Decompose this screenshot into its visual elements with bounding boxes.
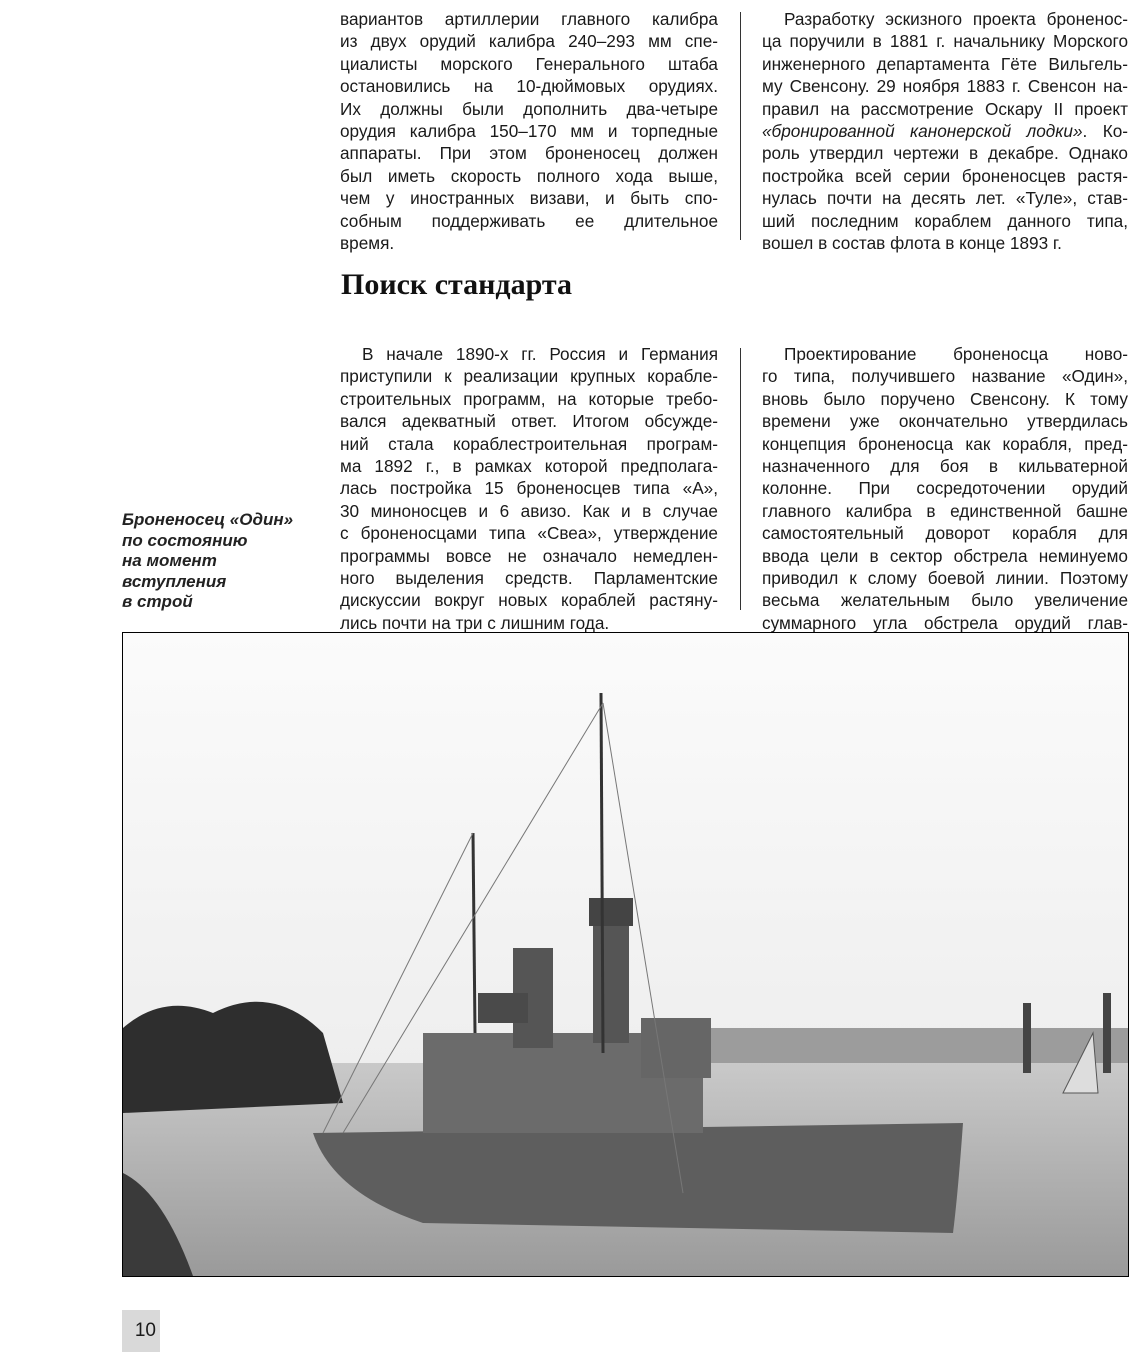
section-title: Поиск стандарта — [341, 268, 572, 301]
text-line: дискуссии вокруг новых кораблей растяну- — [340, 590, 718, 611]
text-line: остановились на 10-дюймовых орудиях. — [340, 76, 718, 97]
text-line: нулась почти на десять лет. «Туле», став- — [762, 188, 1128, 209]
text-line: из двух орудий калибра 240–293 мм спе- — [340, 31, 718, 52]
text-line: орудия калибра 150–170 мм и торпедные — [340, 121, 718, 142]
text-line: строительных программ, на которые требо- — [340, 388, 718, 409]
battleship-photo-image — [123, 633, 1128, 1276]
caption-line: в строй — [122, 592, 193, 611]
column-divider — [740, 12, 741, 240]
text-line: приводил к слому боевой линии. Поэтому — [762, 568, 1128, 589]
text-line: циалисты морского Генерального штаба — [340, 53, 718, 74]
text-line: чем у иностранных визави, и быть спо- — [340, 188, 718, 209]
text-column-top-right — [762, 8, 1128, 254]
text-line: программы вовсе не означало немедлен- — [340, 545, 718, 566]
text-line: время. — [340, 233, 395, 254]
text-line: главного калибра в единственной башне — [762, 500, 1128, 521]
battleship-photo — [122, 632, 1129, 1277]
text-line: вошел в состав флота в конце 1893 г. — [762, 233, 1062, 254]
text-line: весьма желательным было увеличение — [762, 590, 1128, 611]
text-line: ца поручили в 1881 г. начальнику Морского — [762, 31, 1128, 52]
text-line: собным поддерживать ее длительное — [340, 210, 718, 231]
text-line: Разработку эскизного проекта броненос- — [784, 9, 1128, 29]
caption-line: вступления — [122, 571, 227, 591]
text-line: вался адекватный ответ. Итогом обсужде- — [340, 411, 718, 432]
text-line: 30 миноносцев и 6 авизо. Как и в случае — [340, 500, 718, 521]
text-line: ний стала кораблестроительная програм- — [340, 433, 718, 454]
text-line: вновь было поручено Свенсону. К тому — [762, 388, 1128, 409]
text-line: назначенного для боя в кильватерной — [762, 456, 1128, 477]
text-line: ввода цели в сектор обстрела неминуемо — [762, 545, 1128, 566]
text-line: ма 1892 г., в рамках которой предполага- — [340, 456, 718, 477]
text-line: аппараты. При этом броненосец должен — [340, 143, 718, 164]
text-column-top-left — [340, 8, 718, 254]
text-line: го типа, получившего название «Один», — [762, 366, 1128, 387]
caption-line: на момент — [122, 551, 217, 570]
text-line: «бронированной канонерской лодки». Ко- — [762, 121, 1128, 142]
text-line: ного выделения средств. Парламентские — [340, 568, 718, 589]
text-line: самостоятельный доворот корабля для — [762, 523, 1128, 544]
text-line: был иметь скорость полного хода выше, — [340, 165, 718, 186]
text-line: концепция броненосца как корабля, пред- — [762, 433, 1128, 454]
text-line: роль утвердил чертежи в декабре. Однако — [762, 143, 1128, 164]
text-line: В начале 1890-х гг. Россия и Германия — [362, 344, 718, 364]
text-line: вариантов артиллерии главного калибра — [340, 9, 718, 29]
text-column-bottom-left — [340, 343, 718, 634]
text-line: Их должны были дополнить два-четыре — [340, 98, 718, 119]
text-line: постройка всей серии броненосцев растя- — [762, 165, 1128, 186]
text-line: лись почти на три с лишним года. — [340, 612, 610, 633]
text-line: Проектирование броненосца ново- — [784, 344, 1128, 364]
caption-line: Броненосец «Один» — [122, 510, 294, 529]
text-line: суммарного угла обстрела орудий глав- — [762, 612, 1128, 633]
text-line: ший последним кораблем данного типа, — [762, 210, 1128, 231]
text-line: правил на рассмотрение Оскару II проект — [762, 98, 1128, 119]
text-line: с броненосцами типа «Свеа», утверждение — [340, 523, 718, 544]
text-line: лась постройка 15 броненосцев типа «А», — [340, 478, 718, 499]
text-line: инженерного департамента Гёте Вильгель- — [762, 53, 1128, 74]
caption-line: по состоянию — [122, 530, 248, 550]
text-line: приступили к реализации крупных корабле- — [340, 366, 718, 387]
text-column-bottom-right — [762, 343, 1128, 634]
text-line: му Свенсону. 29 ноября 1883 г. Свенсон на- — [762, 76, 1128, 97]
column-divider — [740, 348, 741, 610]
photo-caption — [122, 510, 293, 613]
page-number: 10 — [122, 1310, 160, 1352]
text-line: времени уже окончательно утвердилась — [762, 411, 1128, 432]
text-line: колонне. При сосредоточении орудий — [762, 478, 1128, 499]
